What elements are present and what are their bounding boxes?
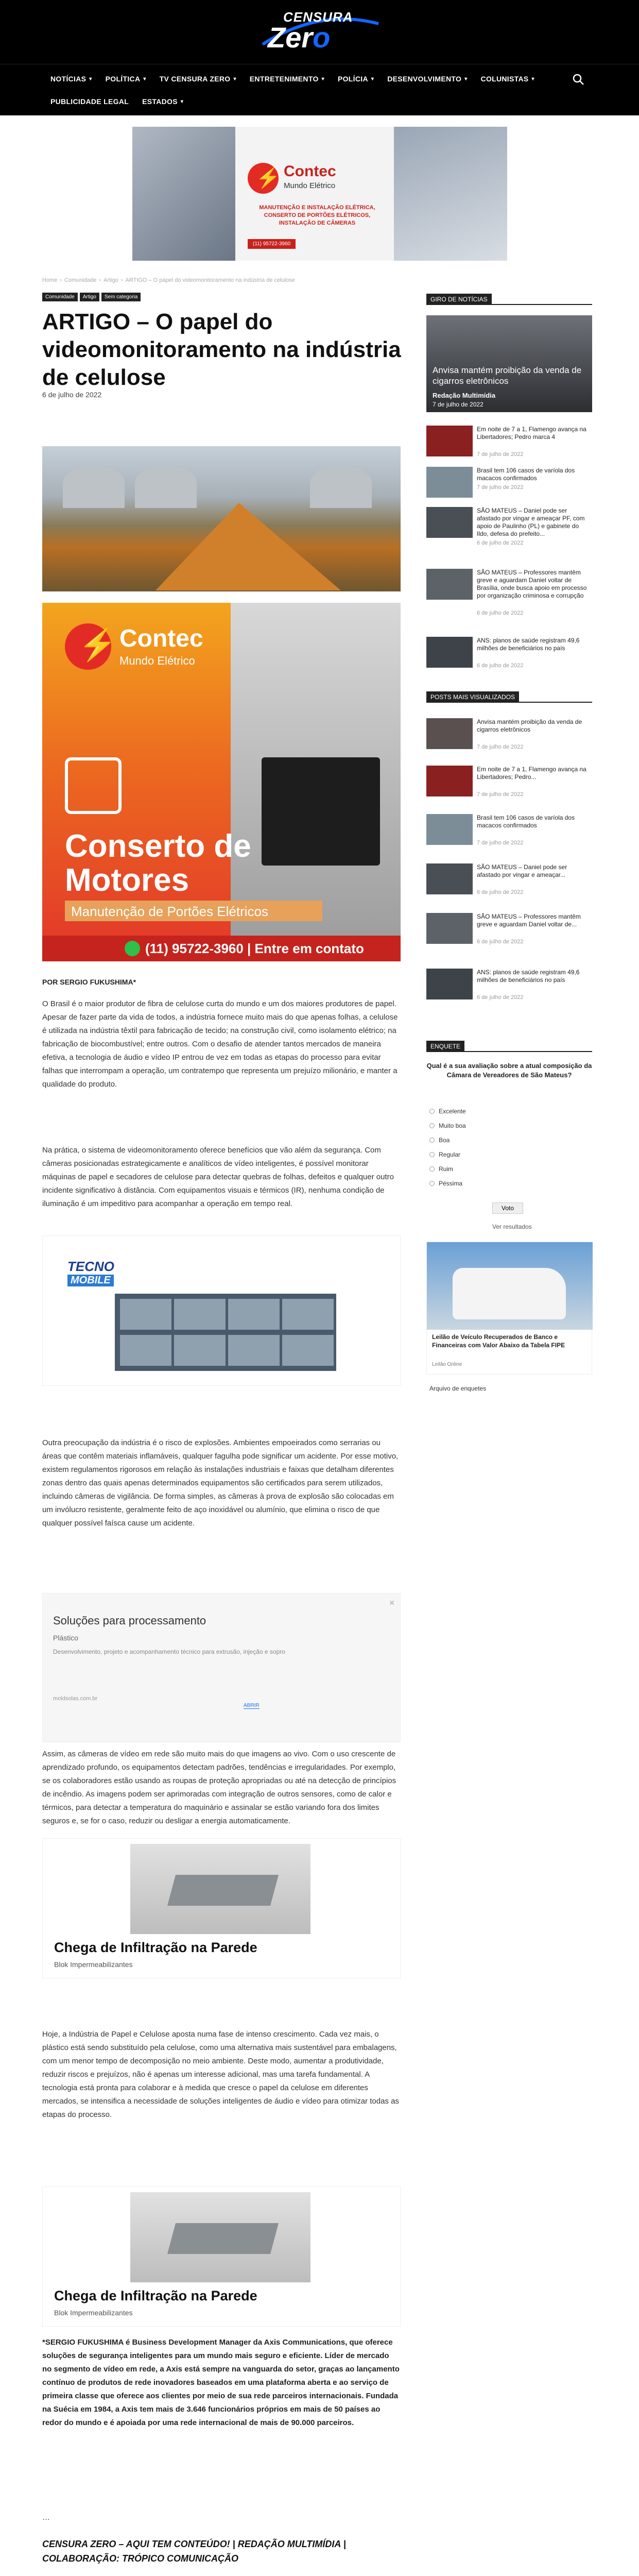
contec-sub: Mundo Elétrico <box>284 181 336 190</box>
article-paragraph-5: Hoje, a Indústria de Papel e Celulose aposta numa fase de intenso crescimento. Cada vez mais, o plástico está sendo substituído pela celulose, como uma alternativa mais sustentável para embalagens, com um menor tempo de decomposição no meio ambiente. Deste modo, aumentar a produtividade, reduzir riscos e prejuízos, não é apenas um interesse adicional, mas uma tarefa fundamental. A tecnologia está pronta para colaborar e à medida que cresce o papel da celulose em diferentes mercados, se intensifica a necessidade de soluções inteligentes de áudio e vídeo para otimizar todas as etapas do processo. <box>42 2030 399 2119</box>
giro-item-title[interactable]: SÃO MATEUS – Professores mantêm greve e aguardam Daniel voltar de Brasília, onde busca apoio em processo por organização criminosa e corrupção <box>477 569 587 599</box>
radio-button[interactable] <box>429 1181 435 1186</box>
nav-primary-item-2[interactable] <box>154 71 245 87</box>
banner-photo-left <box>132 127 235 261</box>
car-image <box>453 1268 566 1319</box>
giro-item[interactable] <box>426 569 592 616</box>
giro-item-date: 6 de julho de 2022 <box>477 540 524 546</box>
ad-infiltracao-2[interactable] <box>42 2187 401 2327</box>
poll-option-label: Excelente <box>439 1108 466 1115</box>
giro-thumb <box>426 467 473 498</box>
nav-item-label: ENTRETENIMENTO <box>249 75 319 83</box>
monitor-cell <box>228 1299 280 1330</box>
poll-option-label: Péssima <box>439 1180 463 1187</box>
nav-item-label: DESENVOLVIMENTO <box>387 75 462 83</box>
giro-item[interactable] <box>426 507 592 548</box>
popular-item-title[interactable]: Anvisa mantém proibição da venda de cigarros eletrônicos <box>477 718 582 733</box>
proc-desc: Desenvolvimento, projeto e acompanhamento técnico para extrusão, injeção e sopro <box>53 1648 285 1655</box>
infil-brand: Blok Impermeabilizantes <box>54 1960 133 1969</box>
article-ad-contec[interactable] <box>42 603 401 961</box>
wood-chip-pile <box>156 503 341 590</box>
tecno-monitor-image <box>115 1294 336 1371</box>
monitor-cell <box>282 1299 334 1330</box>
author-bio: *SERGIO FUKUSHIMA é Business Development Manager da Axis Communications, que oferece soluções de segurança inteligentes para um mundo mais seguro e eficiente. Líder de mercado no segmento de vídeo em rede, a Axis está sempre na vanguarda do setor, graças ao lançamento contínuo de produtos de rede inovadores baseados em uma plataforma aberta e ao serviço de primeira classe que oferece aos clientes por meio de sua rede parceiros internacionais. Fundada na Suécia em 1984, a Axis tem mais de 3.646 funcionários próprios em mais de 50 países ao redor do mundo e é apoiada por uma rede internacional de mais de 90.000 parceiros. <box>42 2338 400 2427</box>
poll-option-label: Regular <box>439 1151 461 1158</box>
tecno-logo <box>67 1259 145 1290</box>
poll-option[interactable] <box>429 1108 466 1115</box>
bolt-icon: ⚡ <box>78 628 117 662</box>
giro-header <box>426 294 592 305</box>
infil-block <box>167 1875 279 1906</box>
nav-item-label: ESTADOS <box>142 97 178 106</box>
poll-option[interactable] <box>429 1122 466 1129</box>
popular-thumb <box>426 766 473 796</box>
popular-item-title[interactable]: Em noite de 7 a 1, Flamengo avança na Libertadores; Pedro... <box>477 766 586 781</box>
ad-processamento[interactable] <box>42 1593 401 1742</box>
infil-brand: Blok Impermeabilizantes <box>54 2309 133 2317</box>
giro-thumb <box>426 569 473 600</box>
tag-comunidade[interactable]: Comunidade <box>42 293 78 301</box>
ad-tecno-mobile[interactable] <box>42 1235 401 1386</box>
poll-option[interactable] <box>429 1151 460 1158</box>
popular-thumb <box>426 718 473 749</box>
ad2-sub: Mundo Elétrico <box>119 654 195 667</box>
nav-item-label: TV CENSURA ZERO <box>159 75 231 83</box>
poll-header <box>426 1041 592 1052</box>
bolt-icon: ⚡ <box>256 167 281 189</box>
chevron-down-icon: ▾ <box>143 76 146 82</box>
popular-header-label: POSTS MAIS VISUALIZADOS <box>426 691 519 703</box>
article-paragraph-4: Assim, as câmeras de vídeo em rede são muito mais do que imagens ao vivo. Com o uso crescente de aprendizado profundo, os equipamentos detectam padrões, tendências e irregularidades. Por exemplo, se os colaboradores estão usando as roupas de proteção apropriadas ou até na detecção de princípios de incêndio. As imagens podem ser aprimoradas com integração de outros sensores, como de calor e térmicos, para detectar a temperatura do maquinário e assinalar se estão variando fora dos limites seguros e, se for o caso, reduzir ou desligar a energia automaticamente. <box>42 1750 396 1825</box>
proc-line: Plástico <box>53 1634 79 1642</box>
contec-logo <box>248 163 387 199</box>
giro-thumb <box>426 507 473 538</box>
popular-thumb <box>426 969 473 999</box>
silo-shape <box>310 467 372 508</box>
article-paragraph-3: Outra preocupação da indústria é o risco de explosões. Ambientes empoeirados como serrarias ou áreas que contêm materiais inflamáveis, qualquer fagulha pode significar um acidente. Por esse motivo, existem regulamentos rigorosos em relação às instalações industriais e faixas que detalham diferentes zonas dentro das quais apenas determinados equipamentos são certificados para serem utilizados, incluindo câmeras de vigilância. De forma simples, as câmeras à prova de explosão são colocadas em um invólucro resistente, geralmente feito de aço inoxidável ou alumínio, que elimina o risco de que qualquer possível faísca cause um acidente. <box>42 1438 399 1528</box>
breadcrumb-separator: › <box>99 277 101 283</box>
article-author: POR SERGIO FUKUSHIMA* <box>42 978 136 986</box>
popular-item[interactable] <box>426 863 592 905</box>
breadcrumb-current: ARTIGO – O papel do videomonitoramento na indústria de celulose <box>125 277 295 283</box>
popular-item-title[interactable]: SÃO MATEUS – Daniel pode ser afastado por vingar e ameaçar... <box>477 863 567 878</box>
popular-item-title[interactable]: Brasil tem 106 casos de varíola dos macacos confirmados <box>477 814 575 829</box>
silo-shape <box>135 467 197 508</box>
infil-title: Chega de Infiltração na Parede <box>54 1940 257 1955</box>
popular-thumb <box>426 913 473 944</box>
breadcrumb-subcategory[interactable]: Artigo <box>103 277 118 283</box>
site-logo[interactable] <box>257 9 381 54</box>
poll-option[interactable] <box>429 1165 453 1173</box>
nav-item-label: NOTÍCIAS <box>50 75 87 83</box>
giro-item-date: 6 de julho de 2022 <box>477 610 524 616</box>
nav-item-label: COLUNISTAS <box>480 75 529 83</box>
popular-item-date: 6 de julho de 2022 <box>477 889 524 895</box>
ad2-headline: Conserto de Motores <box>65 828 251 898</box>
banner-photo-right <box>394 127 507 261</box>
logo-bottom-text <box>268 21 330 54</box>
chevron-down-icon: ▾ <box>321 76 324 82</box>
giro-item-date: 7 de julho de 2022 <box>477 484 524 490</box>
popular-item-date: 7 de julho de 2022 <box>477 744 524 750</box>
side-ad-image <box>427 1242 593 1330</box>
banner-lines <box>248 204 387 227</box>
radio-button[interactable] <box>429 1152 435 1157</box>
article-image-pulp-mill <box>42 446 401 591</box>
wrench-icon <box>65 757 122 814</box>
poll-results-link[interactable]: Ver resultados <box>492 1223 532 1230</box>
giro-feature[interactable] <box>426 315 592 412</box>
monitor-cell <box>120 1335 171 1366</box>
logo-top-text: CENSURA <box>283 9 353 25</box>
nav-row-secondary <box>45 93 192 110</box>
feature-date: 7 de julho de 2022 <box>433 401 483 408</box>
nav-item-label: POLÍTICA <box>105 75 141 83</box>
monitor-cell <box>228 1335 280 1366</box>
chevron-down-icon: ▾ <box>531 76 534 82</box>
popular-item[interactable] <box>426 969 592 1010</box>
ad2-name: Contec <box>119 625 203 652</box>
giro-item-date: 6 de julho de 2022 <box>477 663 524 669</box>
tecno-line1: TECNO <box>67 1259 114 1274</box>
popular-item[interactable] <box>426 766 592 807</box>
close-icon[interactable]: ✕ <box>389 1599 395 1607</box>
breadcrumb-home[interactable]: Home <box>42 277 58 283</box>
popular-item[interactable] <box>426 913 592 954</box>
giro-item[interactable] <box>426 426 592 467</box>
top-banner-ad[interactable] <box>132 127 507 261</box>
chevron-down-icon: ▾ <box>371 76 374 82</box>
poll-option-label: Ruim <box>439 1165 454 1173</box>
proc-title: Soluções para processamento <box>53 1614 206 1627</box>
monitor-cell <box>120 1299 171 1330</box>
banner-phone[interactable]: (11) 95722-3960 <box>248 239 296 249</box>
nav-secondary-item-0[interactable] <box>45 93 137 110</box>
giro-item-title[interactable]: Em noite de 7 a 1, Flamengo avança na Libertadores; Pedro marca 4 <box>477 426 586 440</box>
giro-header-label: GIRO DE NOTÍCIAS <box>426 294 492 305</box>
nav-primary-item-0[interactable] <box>45 71 100 87</box>
tag-artigo[interactable]: Artigo <box>80 293 99 301</box>
breadcrumb <box>42 277 295 283</box>
contec-name: Contec <box>284 163 336 180</box>
breadcrumb-separator: › <box>60 277 62 283</box>
feature-title[interactable]: Anvisa mantém proibição da venda de cigarros eletrônicos <box>433 365 582 386</box>
feature-category: Redação Multimídia <box>433 392 496 399</box>
chevron-down-icon: ▾ <box>233 76 236 82</box>
popular-item-title[interactable]: ANS: planos de saúde registram 49,6 milhões de beneficiários no país <box>477 969 580 984</box>
nav-row-primary <box>45 71 543 87</box>
chevron-down-icon: ▾ <box>180 98 184 105</box>
whatsapp-icon <box>125 941 140 956</box>
article-date: 6 de julho de 2022 <box>42 391 102 399</box>
tag-sem-categoria[interactable]: Sem categoria <box>101 293 141 301</box>
ad-infiltracao-1[interactable] <box>42 1838 401 1978</box>
sidebar-ad-leilao[interactable] <box>426 1242 592 1375</box>
monitor-cell <box>282 1335 334 1366</box>
nav-primary-item-3[interactable] <box>245 71 333 87</box>
article-paragraph-2: Na prática, o sistema de videomonitoramento oferece benefícios que vão além da segurança. Com câmeras posicionadas estrategicamente e analíticos de vídeo inteligentes, é possível monitorar máquinas de papel e secadores de celulose para detectar quebras de folhas, defeitos e qualquer outro incidente significativo à distância. Com equipamentos visuais e térmicos (IR), nenhuma condição de iluminação é um impeditivo para acompanhar a operação em tempo real. <box>42 1146 394 1208</box>
poll-option-label: Boa <box>439 1137 450 1144</box>
radio-button[interactable] <box>429 1138 435 1143</box>
nav-primary-item-5[interactable] <box>382 71 475 87</box>
nav-item-label: POLÍCIA <box>337 75 368 83</box>
side-ad-title: Leilão de Veículo Recuperados de Banco e Financeiras com Valor Abaixo da Tabela FIPE <box>432 1333 565 1349</box>
ellipsis: … <box>42 2513 50 2522</box>
popular-item-date: 7 de julho de 2022 <box>477 840 524 846</box>
poll-option[interactable] <box>429 1180 462 1187</box>
popular-item[interactable] <box>426 814 592 855</box>
banner-center <box>235 127 394 261</box>
popular-item-date: 7 de julho de 2022 <box>477 791 524 798</box>
proc-url[interactable]: moldsolas.com.br <box>53 1696 98 1702</box>
monitor-cell <box>174 1335 226 1366</box>
popular-thumb <box>426 863 473 894</box>
popular-item-date: 6 de julho de 2022 <box>477 939 524 945</box>
giro-item-title[interactable]: Brasil tem 106 casos de varíola dos macacos confirmados <box>477 467 575 482</box>
ad2-strip-text: Manutenção de Portões Elétricos <box>71 904 268 919</box>
infil-block <box>167 2223 279 2254</box>
popular-header <box>426 691 592 703</box>
proc-open-button[interactable]: ABRIR <box>244 1703 260 1708</box>
article-paragraph-1: O Brasil é o maior produtor de fibra de celulose curta do mundo e um dos maiores produtores de papel. Apesar de fazer parte da vida de todos, a indústria fornece muito mais do que apenas folhas, a celulose é utilizada na indústria têxtil para fabricação de tecido; na construção civil, como isolamento elétrico; na fabricação de biocombustível; entre outros. Com o desafio de atender tantos mercados de maneira efetiva, a tecnologia de áudio e vídeo IP entrou de vez em todas as etapas do processo para evitar falhas que interrompam a operação, um contratempo que representa um prejuízo milionário, e manter a qualidade do produto. <box>42 999 398 1089</box>
side-ad-brand: Leilão Online <box>432 1362 462 1367</box>
search-icon[interactable] <box>572 73 585 86</box>
poll-question: Qual é a sua avaliação sobre a atual composição da Câmara de Vereadores de São Mateus? <box>426 1062 592 1079</box>
banner-line: MANUTENÇÃO E INSTALAÇÃO ELÉTRICA, <box>259 205 375 211</box>
nav-primary-item-1[interactable] <box>100 71 154 87</box>
chevron-down-icon: ▾ <box>464 76 468 82</box>
article-footer-credit: CENSURA ZERO – AQUI TEM CONTEÚDO! | REDAÇÃO MULTIMÍDIA | COLABORAÇÃO: TRÓPICO COMUNICAÇÃO <box>42 2539 346 2564</box>
giro-item[interactable] <box>426 467 592 508</box>
infil-image <box>130 2192 310 2282</box>
giro-thumb <box>426 426 473 456</box>
poll-option[interactable] <box>429 1137 450 1144</box>
poll-option-label: Muito boa <box>439 1122 466 1129</box>
main-nav <box>0 64 639 115</box>
ad2-phone[interactable]: (11) 95722-3960 | Entre em contato <box>145 941 364 956</box>
poll-archive-link[interactable]: Arquivo de enquetes <box>429 1385 487 1392</box>
nav-primary-item-6[interactable] <box>476 71 543 87</box>
popular-item-title[interactable]: SÃO MATEUS – Professores mantêm greve e aguardam Daniel voltar de... <box>477 913 581 928</box>
radio-button[interactable] <box>429 1166 435 1172</box>
giro-item-title[interactable]: ANS: planos de saúde registram 49,6 milhões de beneficiários no país <box>477 637 580 652</box>
giro-item-date: 7 de julho de 2022 <box>477 451 524 457</box>
tecno-line2: MOBILE <box>67 1275 114 1286</box>
logo-bottom-a: Zer <box>268 21 313 54</box>
breadcrumb-separator: › <box>120 277 123 283</box>
article-title: ARTIGO – O papel do videomonitoramento na indústria de celulose <box>42 309 401 390</box>
poll-vote-button[interactable]: Voto <box>492 1202 523 1214</box>
giro-item[interactable] <box>426 637 592 678</box>
silo-shape <box>63 467 125 508</box>
breadcrumb-category[interactable]: Comunidade <box>64 277 97 283</box>
monitor-cell <box>174 1299 226 1330</box>
radio-button[interactable] <box>429 1123 435 1128</box>
site-header <box>0 0 639 64</box>
giro-thumb <box>426 637 473 668</box>
nav-secondary-item-1[interactable] <box>137 93 192 110</box>
popular-item[interactable] <box>426 718 592 759</box>
banner-line: CONSERTO DE PORTÕES ELÉTRICOS, <box>264 212 371 218</box>
giro-item-title[interactable]: SÃO MATEUS – Daniel pode ser afastado por vingar e ameaçar PF, com apoio de Paulinho (PL) e gabinete do Ildo, defesa do prefeito... <box>477 507 585 537</box>
nav-item-label: PUBLICIDADE LEGAL <box>50 97 129 106</box>
infil-title: Chega de Infiltração na Parede <box>54 2288 257 2303</box>
poll-header-label: ENQUETE <box>426 1041 464 1052</box>
category-tags <box>42 293 141 301</box>
nav-primary-item-4[interactable] <box>333 71 382 87</box>
logo-bottom-b: o <box>313 21 331 54</box>
popular-item-date: 6 de julho de 2022 <box>477 994 524 1001</box>
infil-image <box>130 1844 310 1934</box>
banner-line: INSTALAÇÃO DE CÂMERAS <box>279 220 356 226</box>
chevron-down-icon: ▾ <box>89 76 92 82</box>
popular-thumb <box>426 814 473 845</box>
radio-button[interactable] <box>429 1109 435 1114</box>
